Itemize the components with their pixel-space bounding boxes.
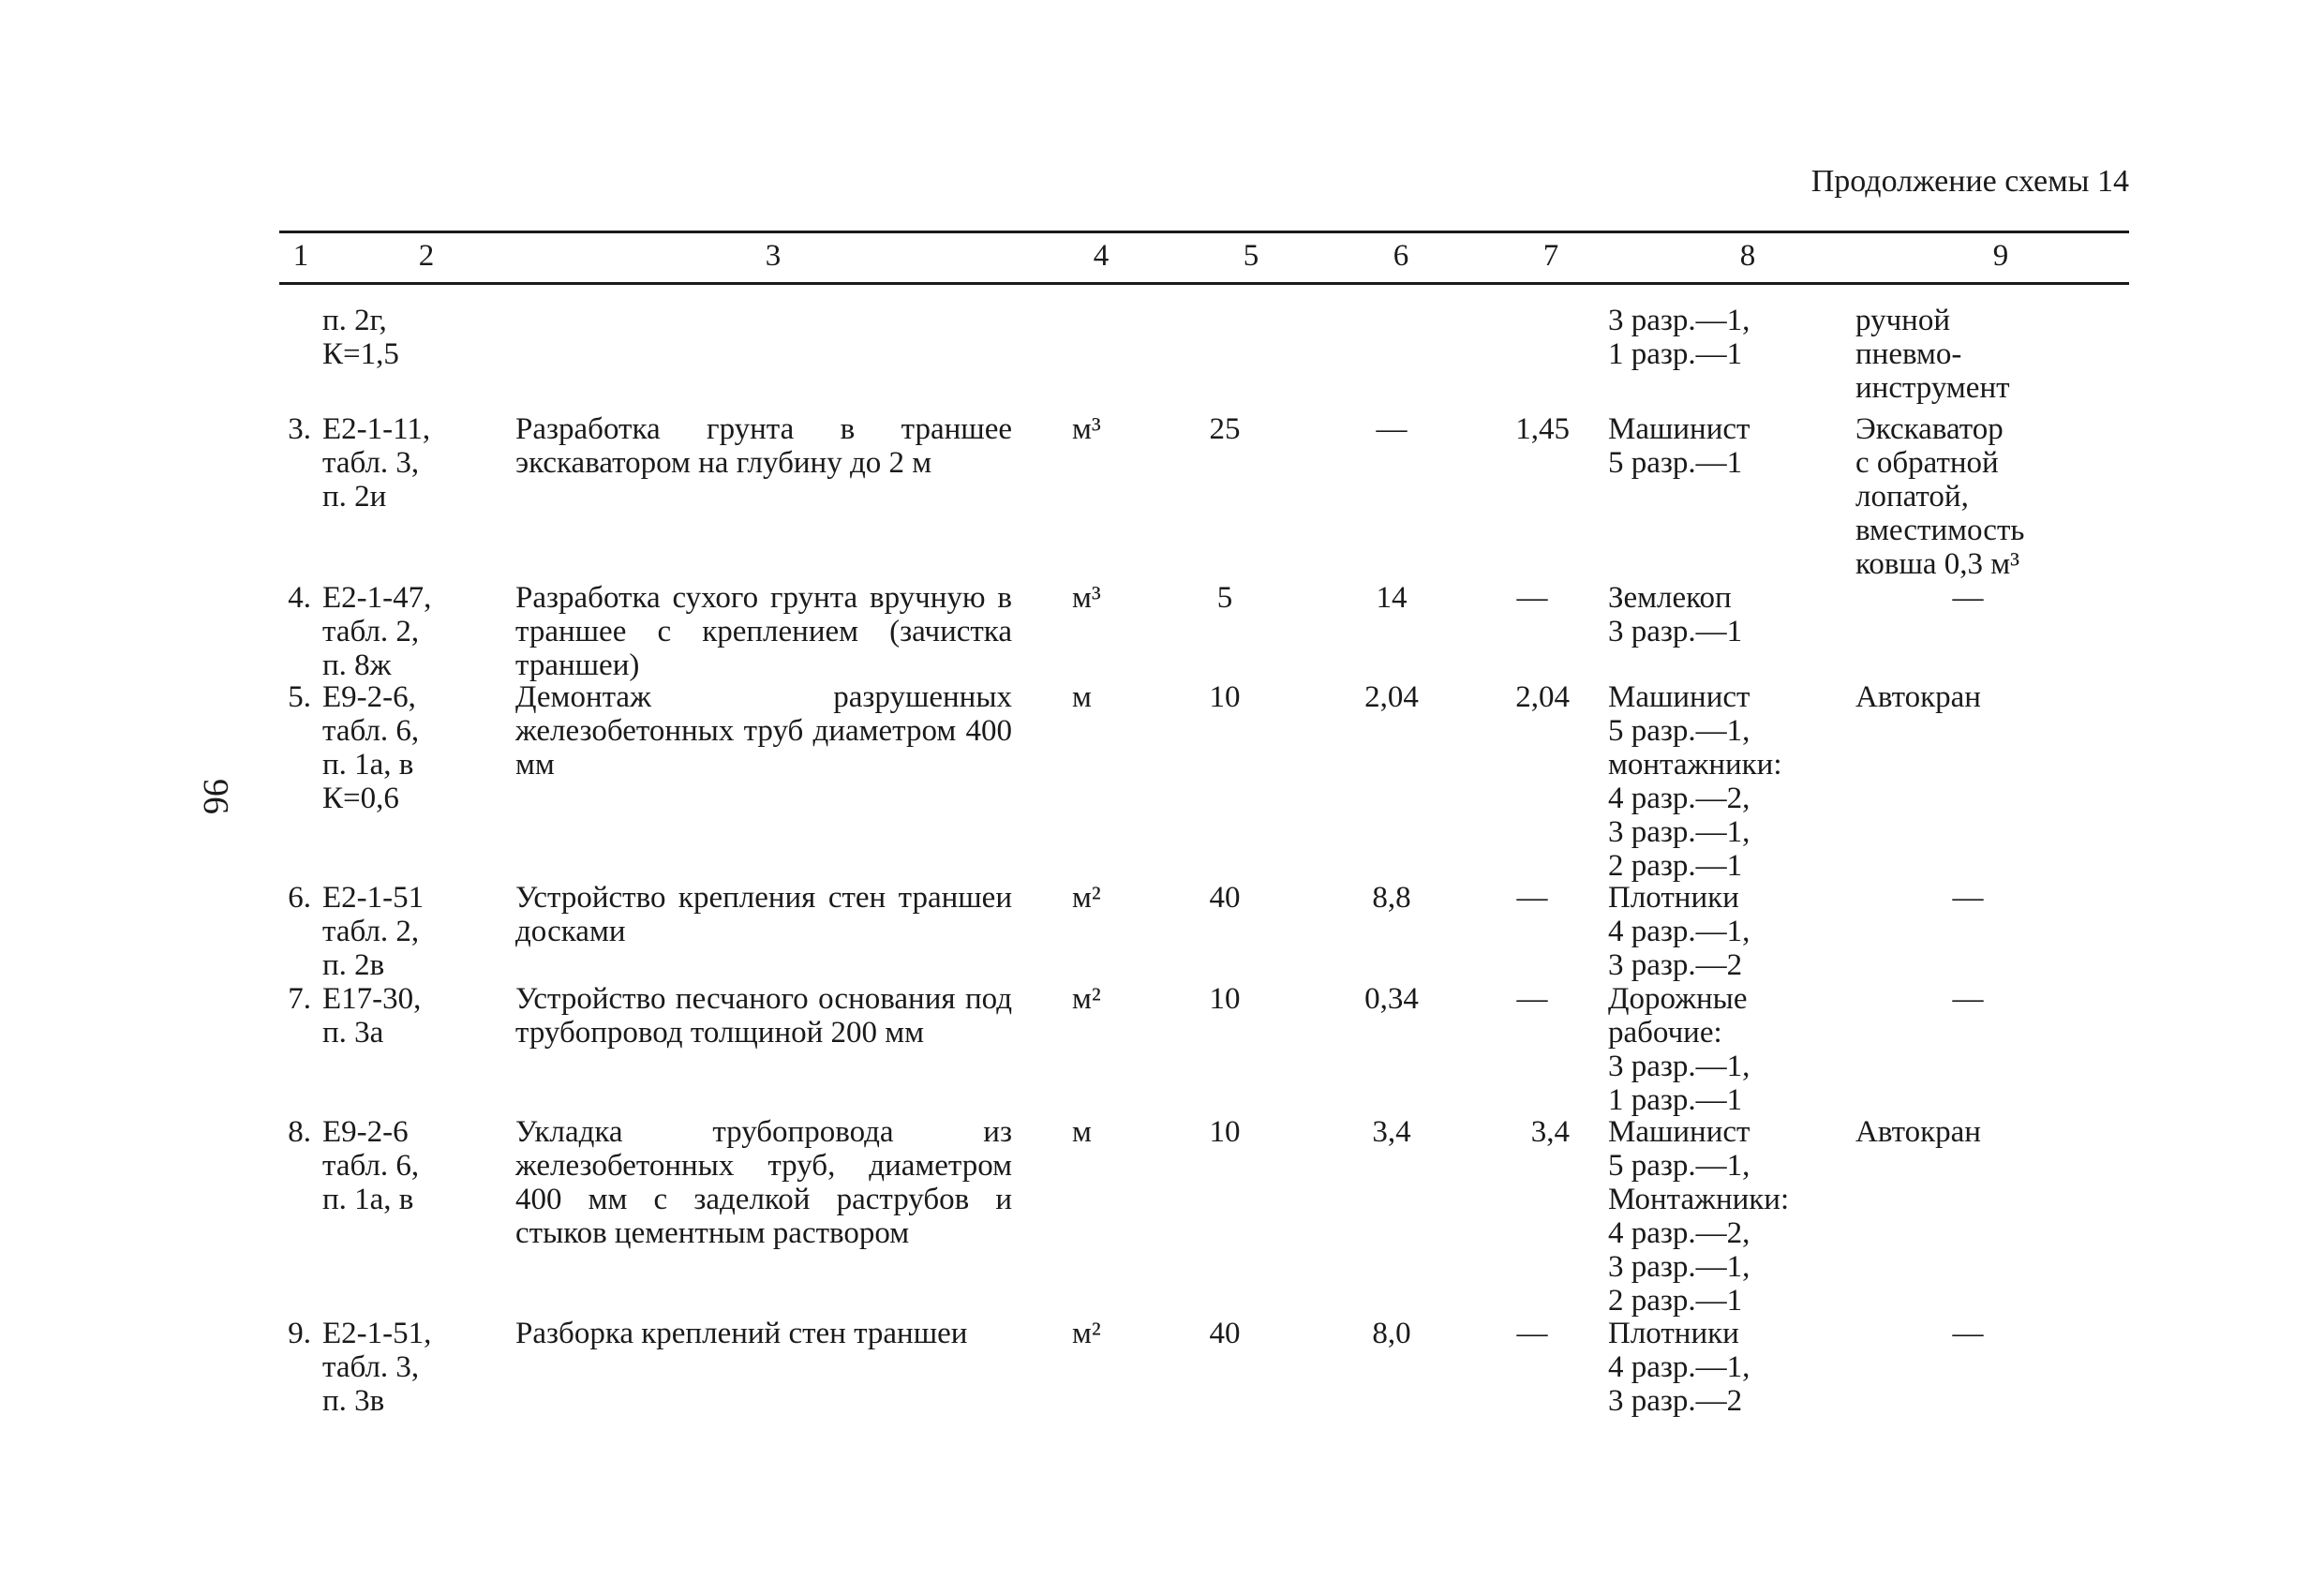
cell-no: 4. [288, 581, 311, 615]
column-header-9: 9 [1992, 239, 2009, 273]
cell-crew: 3 разр.—1, 1 разр.—1 [1608, 304, 1750, 371]
cell-crew: Машинист 5 разр.—1, Монтажники: 4 разр.—2, 3 разр.—1, 2 разр.—1 [1608, 1115, 1790, 1318]
cell-unit: м³ [1072, 412, 1101, 446]
cell-ref: п. 2г, К=1,5 [322, 304, 399, 371]
column-header-4: 4 [1093, 239, 1110, 273]
cell-labor-manual: 0,34 [1364, 982, 1419, 1016]
cell-crew: Землекоп 3 разр.—1 [1608, 581, 1743, 648]
table-top-rule [279, 231, 2129, 233]
cell-ref: Е2-1-51, табл. 3, п. 3в [322, 1317, 432, 1418]
page-number: 96 [196, 779, 235, 814]
cell-ref: Е9-2-6 табл. 6, п. 1а, в [322, 1115, 420, 1216]
cell-equipment: — [1952, 881, 1984, 915]
cell-labor-manual: 14 [1376, 581, 1408, 615]
cell-labor-manual: — [1376, 412, 1408, 446]
cell-equipment: Экскаватор с обратной лопатой, вместимость ковша 0,3 м³ [1855, 412, 2025, 581]
column-header-1: 1 [292, 239, 309, 273]
column-header-8: 8 [1739, 239, 1756, 273]
cell-no: 5. [288, 680, 311, 714]
cell-qty: 40 [1209, 1317, 1241, 1350]
cell-work: Разработка сухого грунта вручную в траншее с креплением (зачистка траншеи) [515, 581, 1012, 682]
cell-equipment: — [1952, 982, 1984, 1016]
cell-unit: м² [1072, 1317, 1101, 1350]
cell-no: 6. [288, 881, 311, 915]
cell-ref: Е2-1-47, табл. 2, п. 8ж [322, 581, 432, 682]
cell-qty: 40 [1209, 881, 1241, 915]
cell-ref: Е2-1-11, табл. 3, п. 2и [322, 412, 431, 514]
cell-labor-machine: 2,04 [1515, 680, 1570, 714]
cell-qty: 25 [1209, 412, 1241, 446]
cell-crew: Машинист 5 разр.—1, монтажники: 4 разр.—2, 3 разр.—1, 2 разр.—1 [1608, 680, 1782, 883]
column-header-5: 5 [1243, 239, 1259, 273]
cell-equipment: — [1952, 581, 1984, 615]
cell-labor-machine: — [1516, 1317, 1548, 1350]
cell-labor-machine: 1,45 [1515, 412, 1570, 446]
cell-unit: м [1072, 1115, 1092, 1149]
cell-work: Разработка грунта в траншее экскаватором на глубину до 2 м [515, 412, 1012, 480]
table-caption: Продолжение схемы 14 [1810, 164, 2129, 199]
column-header-7: 7 [1542, 239, 1559, 273]
cell-labor-machine: 3,4 [1530, 1115, 1570, 1149]
cell-unit: м² [1072, 982, 1101, 1016]
cell-crew: Плотники 4 разр.—1, 3 разр.—2 [1608, 881, 1750, 982]
cell-ref: Е2-1-51 табл. 2, п. 2в [322, 881, 425, 982]
cell-no: 7. [288, 982, 311, 1016]
cell-crew: Плотники 4 разр.—1, 3 разр.—2 [1608, 1317, 1750, 1418]
cell-unit: м [1072, 680, 1092, 714]
cell-work: Демонтаж разрушенных железобетонных труб диаметром 400 мм [515, 680, 1012, 782]
cell-work: Устройство песчаного основания под трубопровод толщиной 200 мм [515, 982, 1012, 1050]
cell-labor-machine: — [1516, 982, 1548, 1016]
cell-qty: 10 [1209, 680, 1241, 714]
cell-labor-machine: — [1516, 881, 1548, 915]
cell-crew: Дорожные рабочие: 3 разр.—1, 1 разр.—1 [1608, 982, 1750, 1117]
cell-unit: м³ [1072, 581, 1101, 615]
cell-qty: 10 [1209, 982, 1241, 1016]
cell-qty: 5 [1216, 581, 1233, 615]
cell-equipment: Автокран [1855, 680, 1981, 714]
cell-no: 8. [288, 1115, 311, 1149]
cell-qty: 10 [1209, 1115, 1241, 1149]
cell-unit: м² [1072, 881, 1101, 915]
cell-crew: Машинист 5 разр.—1 [1608, 412, 1750, 480]
cell-equipment: Автокран [1855, 1115, 1981, 1149]
table-header-rule [279, 282, 2129, 285]
column-header-2: 2 [418, 239, 435, 273]
cell-work: Разборка креплений стен траншеи [515, 1317, 968, 1350]
cell-no: 9. [288, 1317, 311, 1350]
cell-labor-manual: 8,0 [1372, 1317, 1411, 1350]
cell-labor-manual: 8,8 [1372, 881, 1411, 915]
cell-work: Устройство крепления стен траншеи досками [515, 881, 1012, 948]
cell-ref: Е17-30, п. 3а [322, 982, 422, 1050]
column-header-3: 3 [765, 239, 782, 273]
cell-equipment: ручной пневмо- инструмент [1855, 304, 2010, 405]
cell-equipment: — [1952, 1317, 1984, 1350]
cell-labor-manual: 2,04 [1364, 680, 1419, 714]
column-header-6: 6 [1393, 239, 1409, 273]
cell-ref: Е9-2-6, табл. 6, п. 1а, в К=0,6 [322, 680, 420, 815]
cell-labor-machine: — [1516, 581, 1548, 615]
cell-no: 3. [288, 412, 311, 446]
cell-labor-manual: 3,4 [1372, 1115, 1411, 1149]
cell-work: Укладка трубопровода из железобетонных труб, диаметром 400 мм с заделкой раструбов и стыков цементным раствором [515, 1115, 1012, 1250]
